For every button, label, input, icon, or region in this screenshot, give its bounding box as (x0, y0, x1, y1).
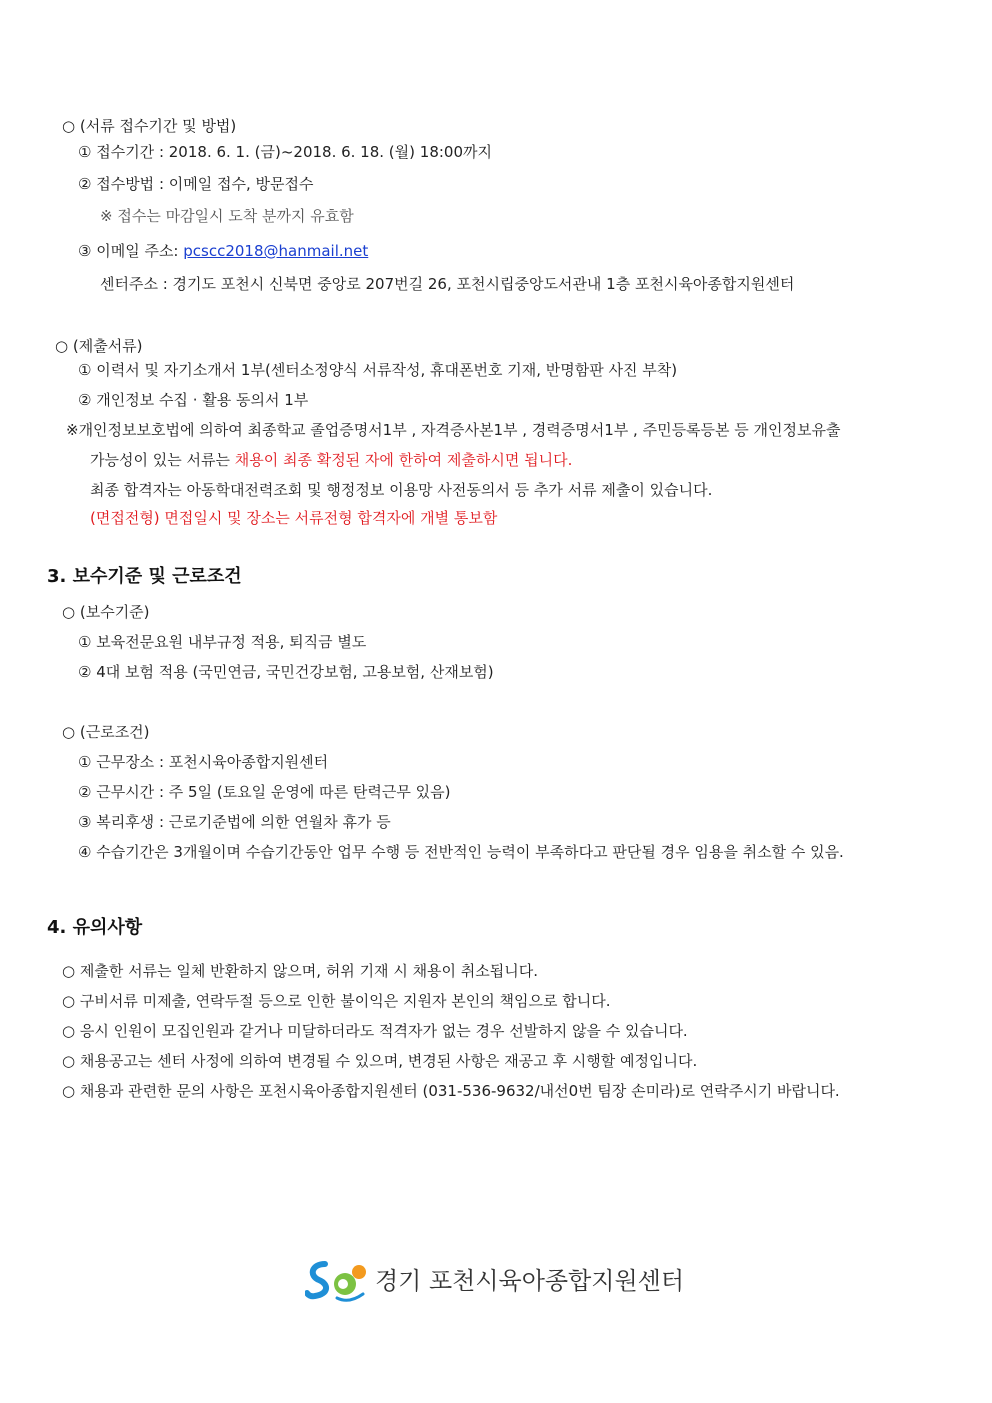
documents-note-line2-prefix: 가능성이 있는 서류는 (90, 451, 235, 469)
footer-org-name: 경기 포천시육아종합지원센터 (375, 1267, 685, 1295)
pay-item-regulation: ① 보육전문요원 내부규정 적용, 퇴직금 별도 (78, 633, 367, 651)
interview-notice: (면접전형) 면접일시 및 장소는 서류전형 합격자에 개별 통보함 (90, 509, 498, 527)
work-item-place: ① 근무장소 : 포천시육아종합지원센터 (78, 753, 329, 771)
notice-item: ○ 제출한 서류는 일체 반환하지 않으며, 허위 기재 시 채용이 취소됩니다. (62, 962, 539, 980)
pay-item-insurance: ② 4대 보험 적용 (국민연금, 국민건강보험, 고용보험, 산재보험) (78, 663, 494, 681)
notice-item: ○ 채용공고는 센터 사정에 의하여 변경될 수 있으며, 변경된 사항은 재공고 후 시행할 예정입니다. (62, 1052, 698, 1070)
application-period: ① 접수기간 : 2018. 6. 1. (금)~2018. 6. 18. (월) 18:00까지 (78, 143, 492, 161)
work-item-welfare: ③ 복리후생 : 근로기준법에 의한 연월차 휴가 등 (78, 813, 391, 831)
notice-item: ○ 구비서류 미제출, 연락두절 등으로 인한 불이익은 지원자 본인의 책임으로 합니다. (62, 992, 611, 1010)
documents-note-line2-highlight: 채용이 최종 확정된 자에 한하여 제출하시면 됩니다. (234, 451, 573, 469)
documents-item-resume: ① 이력서 및 자기소개서 1부(센터소정양식 서류작성, 휴대폰번호 기재, 반명함판 사진 부착) (78, 361, 678, 379)
section3-title: 3. 보수기준 및 근로조건 (47, 566, 242, 587)
application-heading: ○ (서류 접수기간 및 방법) (62, 117, 237, 135)
footer-logo (305, 1258, 705, 1304)
documents-item-consent: ② 개인정보 수집 · 활용 동의서 1부 (78, 391, 309, 409)
documents-note-line2 (90, 450, 572, 470)
email-label: ③ 이메일 주소: (78, 242, 184, 260)
application-method: ② 접수방법 : 이메일 접수, 방문접수 (78, 175, 314, 193)
pay-heading: ○ (보수기준) (62, 603, 150, 621)
documents-note-line3: 최종 합격자는 아동학대전력조회 및 행정정보 이용망 사전동의서 등 추가 서류 제출이 있습니다. (90, 481, 713, 499)
email-line (78, 241, 368, 261)
center-address: 센터주소 : 경기도 포천시 신북면 중앙로 207번길 26, 포천시립중앙도서관내 1층 포천시육아종합지원센터 (100, 275, 795, 293)
work-item-probation: ④ 수습기간은 3개월이며 수습기간동안 업무 수행 등 전반적인 능력이 부족하다고 판단될 경우 임용을 취소할 수 있음. (78, 843, 844, 861)
notice-item: ○ 채용과 관련한 문의 사항은 포천시육아종합지원센터 (031-536-9632/내선0번 팀장 손미라)로 연락주시기 바랍니다. (62, 1082, 840, 1100)
email-link[interactable]: pcscc2018@hanmail.net (183, 242, 369, 260)
center-logo-icon (305, 1258, 371, 1304)
documents-heading: ○ (제출서류) (55, 337, 143, 355)
notice-item: ○ 응시 인원이 모집인원과 같거나 미달하더라도 적격자가 없는 경우 선발하지 않을 수 있습니다. (62, 1022, 688, 1040)
work-item-hours: ② 근무시간 : 주 5일 (토요일 운영에 따른 탄력근무 있음) (78, 783, 451, 801)
application-deadline-note: ※ 접수는 마감일시 도착 분까지 유효함 (100, 207, 354, 225)
work-heading: ○ (근로조건) (62, 723, 150, 741)
documents-note-line1: ※개인정보보호법에 의하여 최종학교 졸업증명서1부 , 자격증사본1부 , 경력증명서1부 , 주민등록등본 등 개인정보유출 (66, 421, 841, 439)
section4-title: 4. 유의사항 (47, 917, 143, 938)
